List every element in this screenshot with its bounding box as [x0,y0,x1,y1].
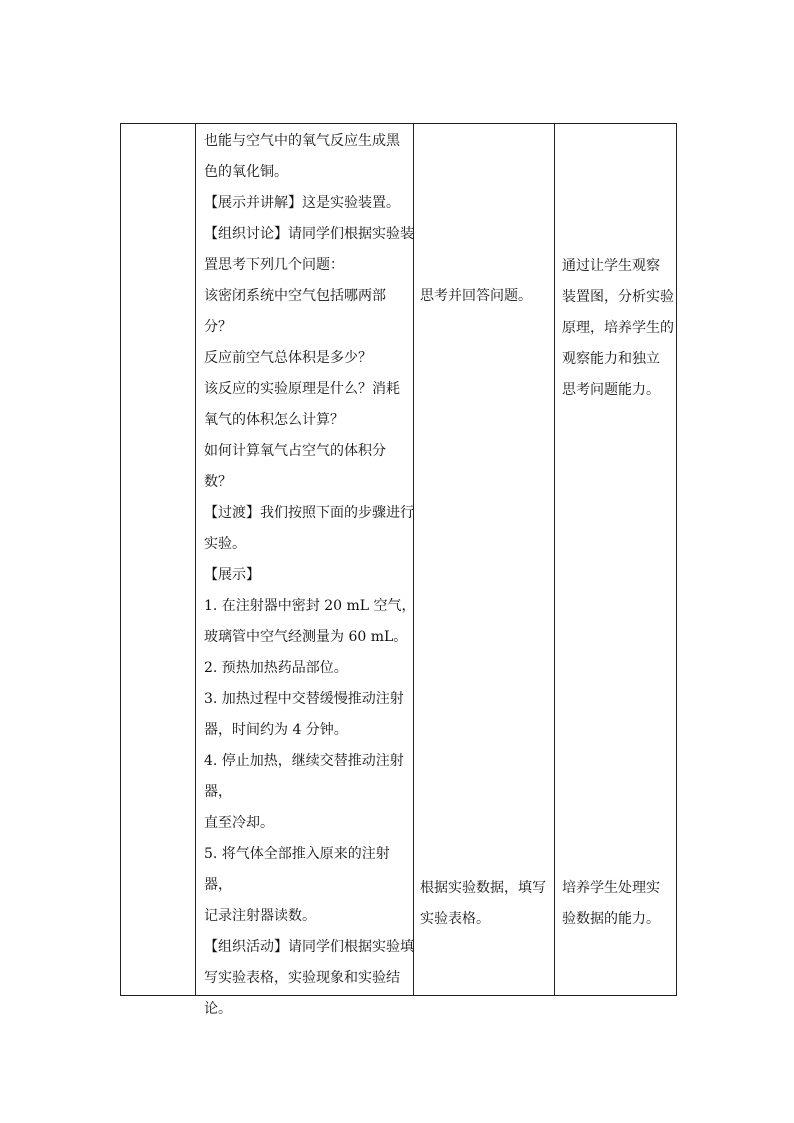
text-line: 原理，培养学生的 [562,320,674,336]
text-line: 【组织讨论】请同学们根据实验装 [204,226,414,242]
text-line: 实验表格。 [420,911,490,927]
text-line: 置思考下列几个问题： [204,257,344,273]
text-line: 思考并回答问题。 [420,288,532,304]
teacher-activity-cell [204,126,416,1025]
column-divider [554,124,555,995]
text-line: 写实验表格，实验现象和实验结 [204,970,400,986]
text-line: 【组织活动】请同学们根据实验填 [204,939,414,955]
text-line: 也能与空气中的氧气反应生成黑 [204,133,400,149]
text-line: 【展示】 [204,567,260,583]
text-line: 该反应的实验原理是什么？消耗 [204,381,400,397]
text-line: 3. 加热过程中交替缓慢推动注射 [204,691,404,707]
lesson-table [120,123,677,1017]
text-line: 器，时间约为 4 分钟。 [204,722,348,738]
text-line: 验数据的能力。 [562,911,660,927]
text-line: 色的氧化铜。 [204,164,288,180]
text-line: 直至冷却。 [204,815,274,831]
text-line: 论。 [204,1001,232,1017]
text-line: 通过让学生观察 [562,258,660,274]
text-line: 1. 在注射器中密封 20 mL 空气， [204,598,416,614]
text-line: 装置图，分析实验 [562,289,674,305]
text-line: 玻璃管中空气经测量为 60 mL。 [204,629,408,645]
text-line: 氧气的体积怎么计算？ [204,412,344,428]
text-line: 记录注射器读数。 [204,908,316,924]
text-line: 反应前空气总体积是多少？ [204,350,372,366]
text-line: 培养学生处理实 [562,880,660,896]
text-line: 【展示并讲解】这是实验装置。 [204,195,400,211]
student-activity-block-1 [420,281,554,312]
student-activity-block-2 [420,873,554,935]
text-line: 思考问题能力。 [562,382,660,398]
text-line: 该密闭系统中空气包括哪两部 [204,288,386,304]
column-divider [195,124,196,995]
text-line: 数？ [204,474,232,490]
text-line: 2. 预热加热药品部位。 [204,660,348,676]
text-line: 4. 停止加热，继续交替推动注射器， [204,753,404,800]
text-line: 如何计算氧气占空气的体积分 [204,443,386,459]
text-line: 分？ [204,319,232,335]
design-intent-block-1 [562,251,674,406]
design-intent-block-2 [562,873,674,935]
text-line: 根据实验数据，填写 [420,880,546,896]
text-line: 观察能力和独立 [562,351,660,367]
text-line: 实验。 [204,536,246,552]
text-line: 【过渡】我们按照下面的步骤进行 [204,505,414,521]
text-line: 5. 将气体全部推入原来的注射器， [204,846,390,893]
